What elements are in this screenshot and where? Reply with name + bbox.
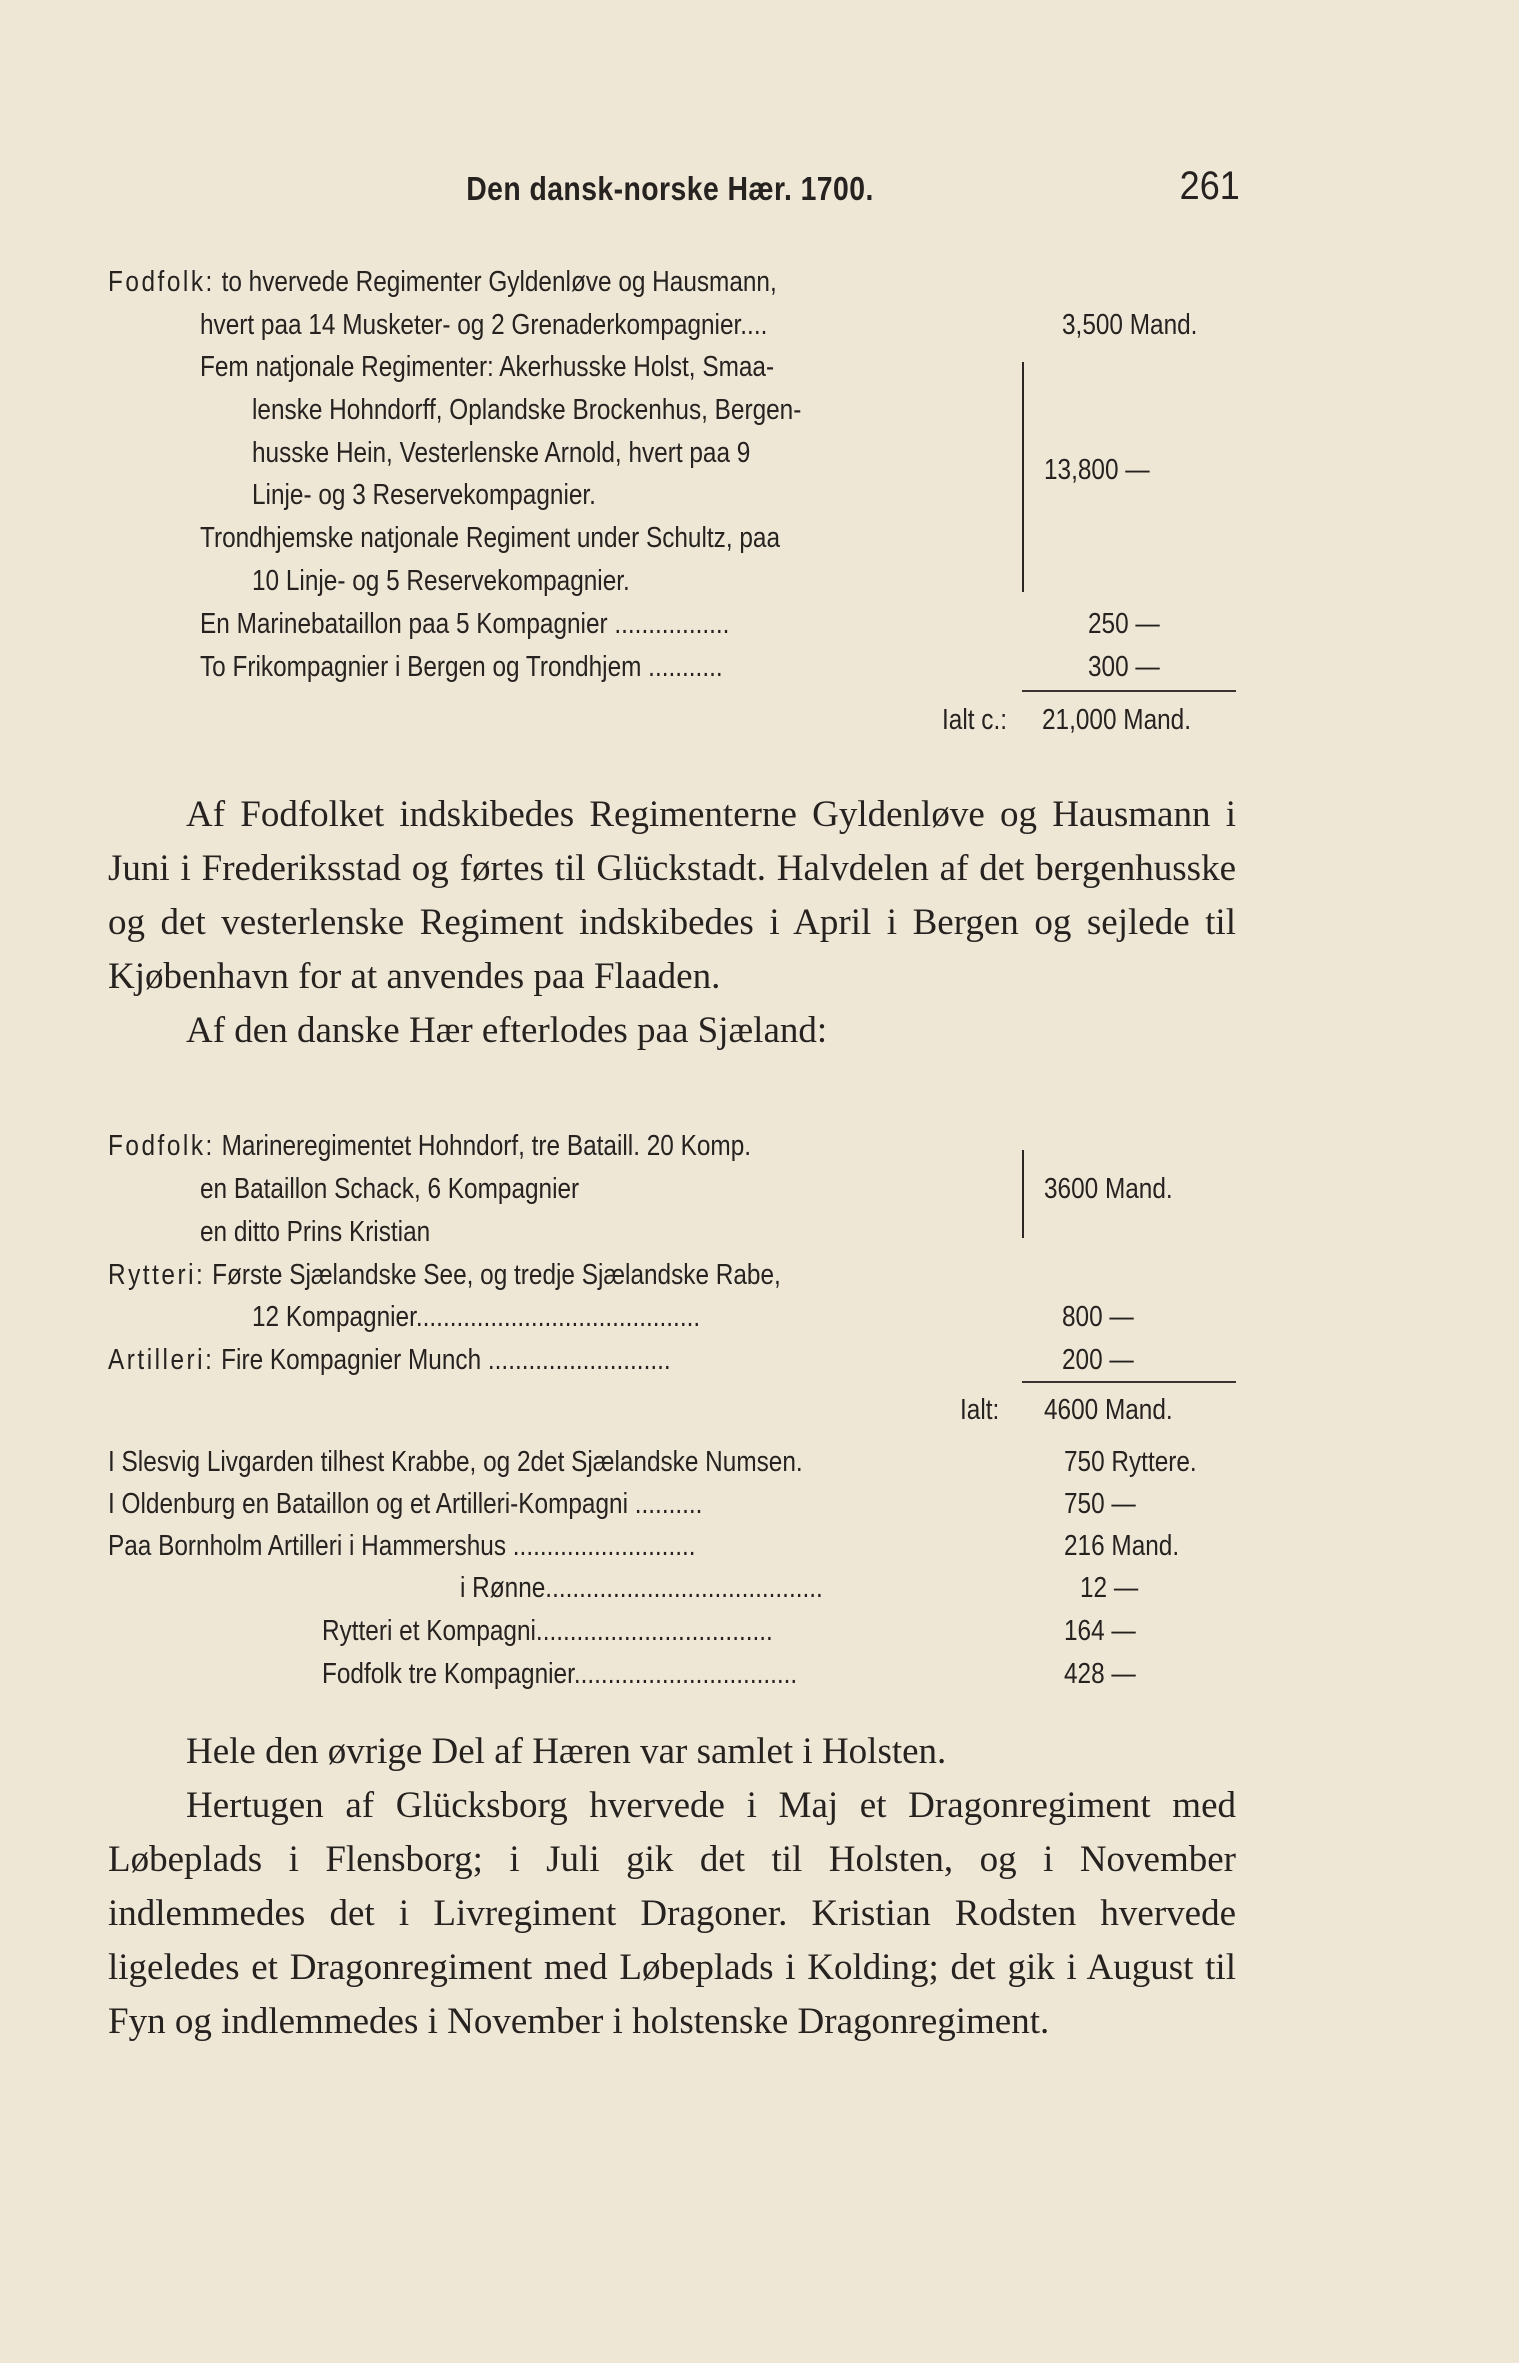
page-header (100, 164, 1240, 214)
table3-value-2: 750 — (1064, 1488, 1136, 1520)
table2-line-2: en Bataillon Schack, 6 Kompagnier (200, 1173, 580, 1205)
table3-row-6 (322, 1654, 888, 1694)
paragraph-1: Af Fodfolket indskibedes Regimenterne Gyldenløve og Hausmann i Juni i Frederiksstad og førtes til Glückstadt. Halvdelen af det bergenhusske og det vesterlenske Regiment indskibedes i April i Bergen og sejlede til Kjøbenhavn for at anvendes paa Flaaden. (108, 794, 1236, 997)
table3-value-5: 164 — (1064, 1615, 1136, 1647)
table3-row-4 (460, 1568, 892, 1608)
paragraph-block-1 (108, 788, 1236, 1058)
table1-row-1 (108, 262, 904, 302)
page-number: 261 (1179, 164, 1240, 208)
table2-brace (1022, 1150, 1024, 1238)
table1-value-2: 13,800 — (1044, 454, 1150, 486)
table1-line-9: En Marinebataillon paa 5 Kompagnier ................. (200, 608, 730, 640)
table1-line-10: To Frikompagnier i Bergen og Trondhjem ........... (200, 651, 723, 683)
table3-line-1: I Slesvig Livgarden tilhest Krabbe, og 2det Sjælandske Numsen. (108, 1446, 803, 1478)
table2-value-1: 3600 Mand. (1044, 1173, 1173, 1205)
table2-total-value: 4600 Mand. (1044, 1394, 1173, 1426)
table1-brace (1022, 362, 1024, 592)
table1-sum-rule (1022, 690, 1236, 692)
table1-row-3 (200, 347, 883, 387)
table2-row-3 (200, 1212, 474, 1252)
table2-line-1: Marineregimentet Hohndorf, tre Bataill. 20 Komp. (221, 1130, 752, 1162)
table1-value-1: 3,500 Mand. (1062, 309, 1198, 341)
table3-line-5: Rytteri et Kompagni................................... (322, 1615, 773, 1647)
table2-value-2: 800 — (1062, 1301, 1134, 1333)
table2-row-1 (108, 1126, 874, 1166)
table2-line-3: en ditto Prins Kristian (200, 1216, 431, 1248)
table2-sum-rule (1022, 1381, 1236, 1383)
table3-line-3: Paa Bornholm Artilleri i Hammershus ........................... (108, 1530, 696, 1562)
table1-line-4: lenske Hohndorff, Oplandske Brockenhus, Bergen- (252, 394, 802, 426)
table3-line-2: I Oldenburg en Bataillon og et Artilleri-Kompagni .......... (108, 1488, 703, 1520)
table2-row-2 (200, 1169, 651, 1209)
table3-row-2 (108, 1484, 816, 1524)
table3-value-4: 12 — (1080, 1572, 1139, 1604)
table1-total-label: Ialt c.: (942, 704, 1007, 736)
table3-value-6: 428 — (1064, 1658, 1136, 1690)
table1-value-3: 250 — (1088, 608, 1160, 640)
table2-row-5 (252, 1297, 785, 1337)
paragraph-3: Hele den øvrige Del af Hæren var samlet i Holsten. (186, 1731, 947, 1772)
table1-row-9 (200, 604, 830, 644)
table1-line-8: 10 Linje- og 5 Reservekompagnier. (252, 565, 630, 597)
table1-line-7: Trondhjemske natjonale Regiment under Schultz, paa (200, 522, 781, 554)
table3-line-4: i Rønne......................................... (460, 1572, 823, 1604)
fodfolk-label-2: Fodfolk: (108, 1130, 215, 1162)
table3-value-1: 750 Ryttere. (1064, 1446, 1197, 1478)
table2-row-6 (108, 1340, 778, 1380)
table1-line-1: to hvervede Regimenter Gyldenløve og Hausmann, (221, 266, 777, 298)
table1-total-value: 21,000 Mand. (1042, 704, 1191, 736)
paragraph-4: Hertugen af Glücksborg hvervede i Maj et Dragonregiment med Løbeplads i Flensborg; i Juli gik det til Holsten, og i November indlemmedes det i Livregiment Dragoner. Kristian Rodsten hvervede ligeledes et Dragonregiment med Løbeplads i Kolding; det gik i August til Fyn og indlemmedes i November i holstenske Dragonregiment. (108, 1785, 1236, 2042)
table3-line-6: Fodfolk tre Kompagnier................................. (322, 1658, 798, 1690)
table1-row-8 (252, 561, 702, 601)
table1-line-5: husske Hein, Vesterlenske Arnold, hvert paa 9 (252, 437, 751, 469)
table1-row-2 (200, 305, 875, 345)
table3-row-3 (108, 1526, 807, 1566)
rytteri-label: Rytteri: (108, 1259, 206, 1291)
table1-row-10 (200, 647, 822, 687)
artilleri-label: Artilleri: (108, 1344, 215, 1376)
table1-row-7 (200, 518, 891, 558)
table2-total-label: Ialt: (960, 1394, 1000, 1426)
running-title: Den dansk-norske Hær. 1700. (466, 170, 874, 207)
table1-line-3: Fem natjonale Regimenter: Akerhusske Holst, Smaa- (200, 351, 775, 383)
table3-row-5 (322, 1611, 859, 1651)
table3-row-1 (108, 1442, 935, 1482)
table3-value-3: 216 Mand. (1064, 1530, 1180, 1562)
table2-line-6: Fire Kompagnier Munch ........................... (221, 1344, 671, 1376)
fodfolk-label: Fodfolk: (108, 266, 215, 298)
table1-row-4 (252, 390, 906, 430)
table2-line-4: Første Sjælandske See, og tredje Sjælandske Rabe, (212, 1259, 781, 1291)
table1-row-6 (252, 475, 661, 515)
table1-row-5 (252, 433, 845, 473)
table2-line-5: 12 Kompagnier.......................................... (252, 1301, 701, 1333)
table1-line-2: hvert paa 14 Musketer- og 2 Grenaderkompagnier.... (200, 309, 768, 341)
table2-value-3: 200 — (1062, 1344, 1134, 1376)
table2-row-4 (108, 1255, 909, 1295)
table1-line-6: Linje- og 3 Reservekompagnier. (252, 479, 596, 511)
paragraph-2: Af den danske Hær efterlodes paa Sjæland: (186, 1010, 828, 1051)
table1-value-4: 300 — (1088, 651, 1160, 683)
paragraph-block-2 (108, 1725, 1236, 2049)
